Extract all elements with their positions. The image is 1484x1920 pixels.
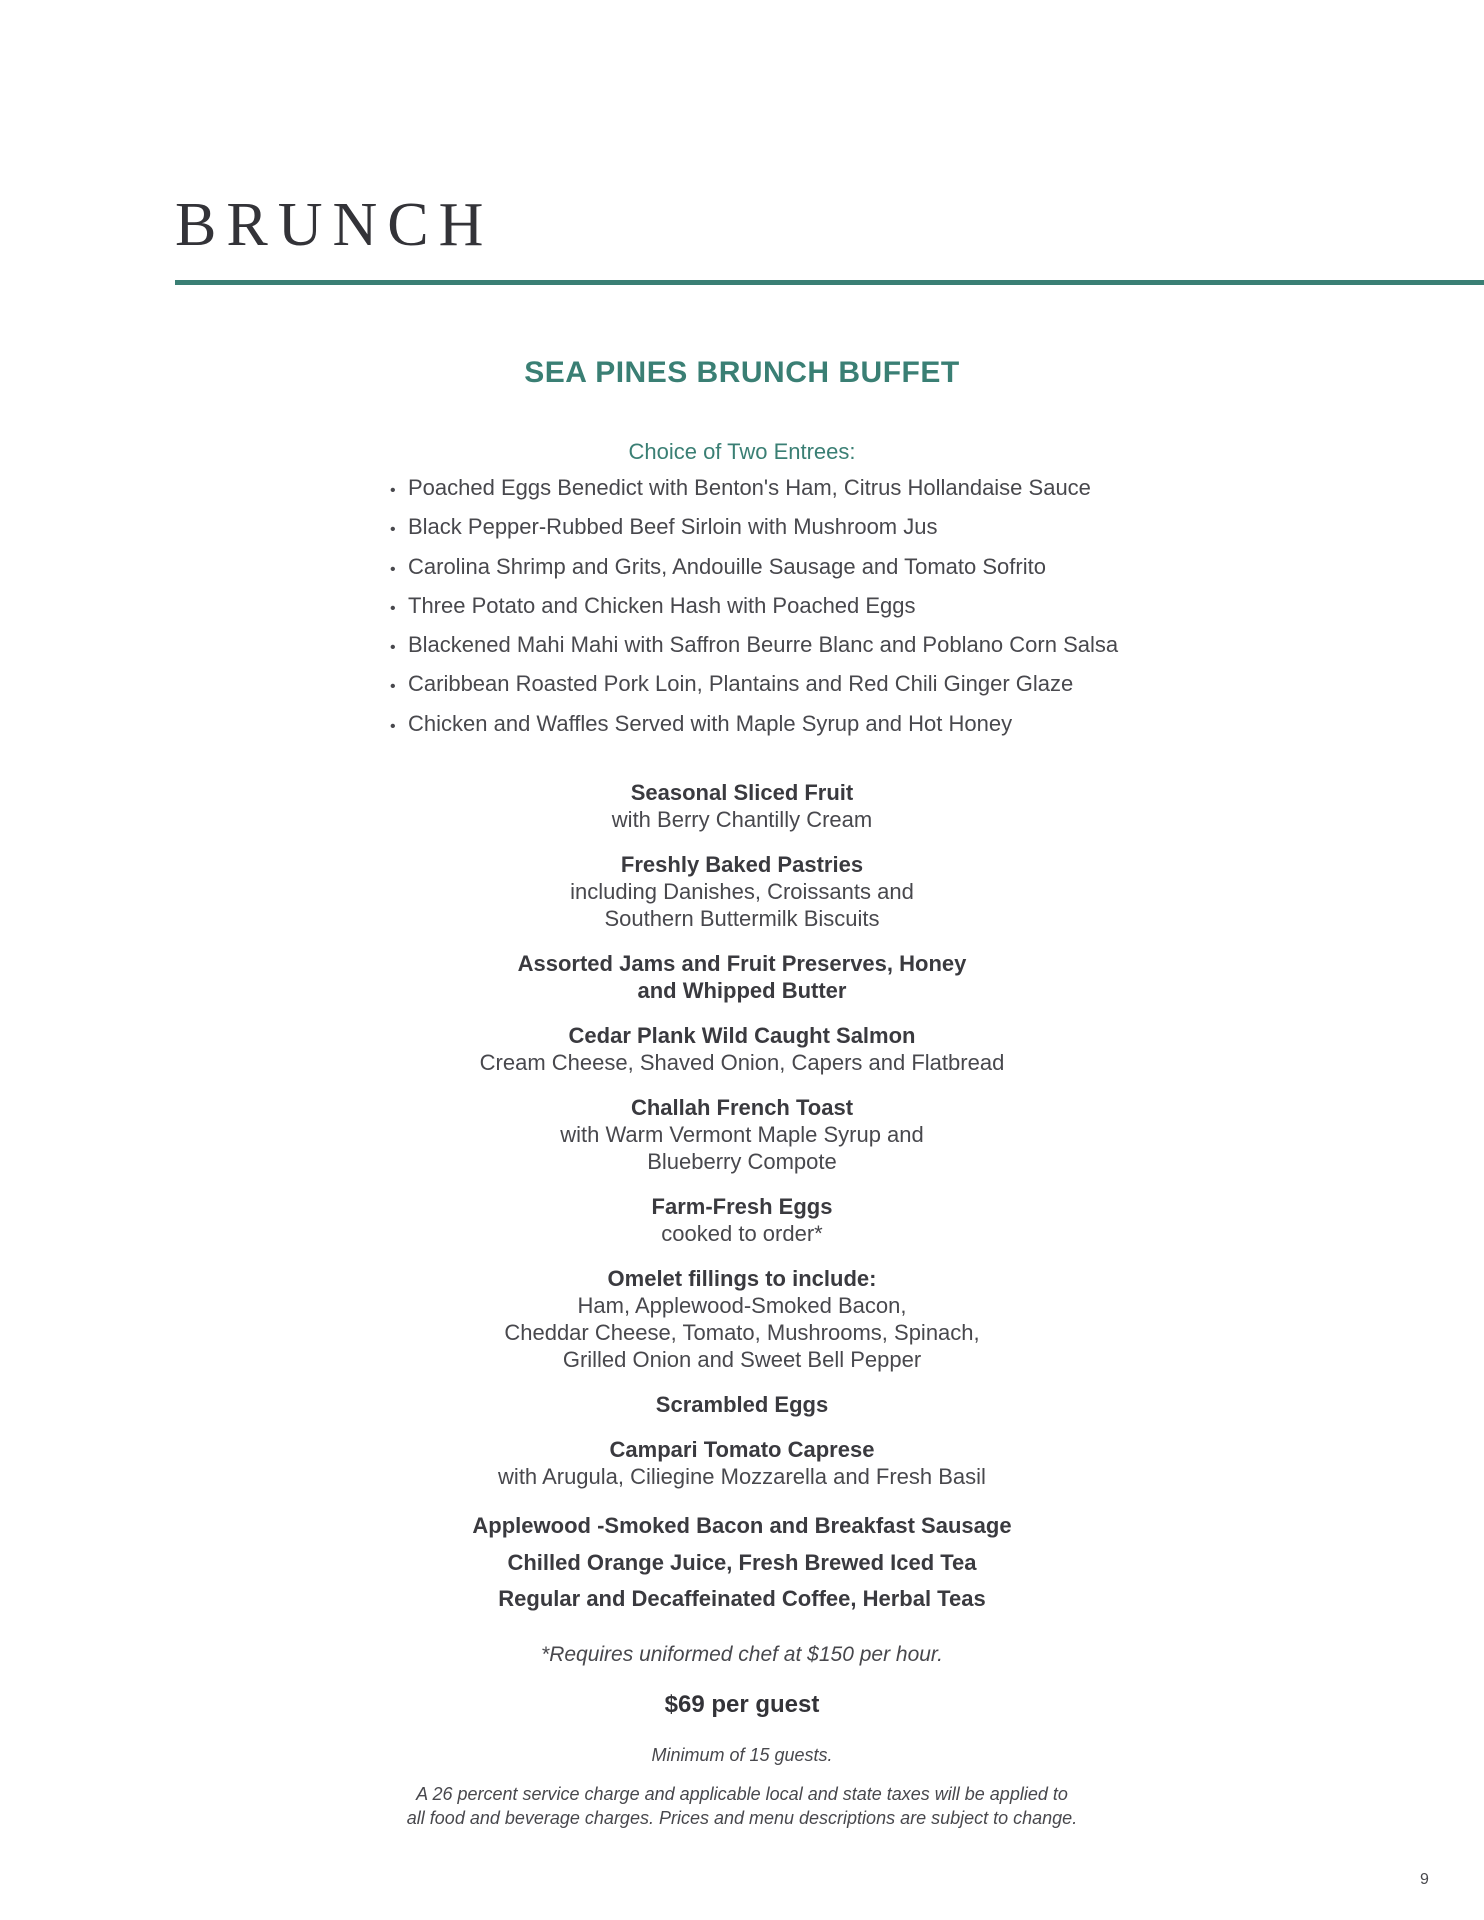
item-name: Omelet fillings to include:	[607, 1266, 877, 1292]
item-description: Southern Buttermilk Biscuits	[604, 906, 880, 932]
item-description: including Danishes, Croissants and	[570, 879, 914, 905]
page-number: 9	[1420, 1871, 1429, 1888]
menu-item-bacon: Applewood -Smoked Bacon and Breakfast Sausage	[472, 1513, 1012, 1539]
menu-item-fruit	[0, 779, 1484, 833]
bullet-icon: •	[390, 521, 396, 539]
item-name: and Whipped Butter	[637, 978, 847, 1004]
list-item: • Blackened Mahi Mahi with Saffron Beurre Blanc and Poblano Corn Salsa	[390, 627, 1290, 666]
disclaimer	[0, 1782, 1484, 1830]
minimum-guests: Minimum of 15 guests.	[651, 1744, 833, 1765]
bullet-icon: •	[390, 599, 396, 617]
menu-item-eggs	[0, 1193, 1484, 1247]
menu-item-french-toast	[0, 1094, 1484, 1175]
list-item: • Three Potato and Chicken Hash with Poached Eggs	[390, 588, 1290, 627]
item-description: with Warm Vermont Maple Syrup and	[560, 1122, 924, 1148]
disclaimer-line: A 26 percent service charge and applicable local and state taxes will be applied to	[416, 1783, 1068, 1804]
beverage-and-sides-group	[0, 1508, 1484, 1618]
item-description: with Berry Chantilly Cream	[611, 807, 873, 833]
menu-item-salmon	[0, 1022, 1484, 1076]
item-description: Cheddar Cheese, Tomato, Mushrooms, Spinach,	[504, 1320, 980, 1346]
item-description: Blueberry Compote	[647, 1149, 837, 1175]
buffet-title: SEA PINES BRUNCH BUFFET	[524, 356, 960, 389]
item-description: Grilled Onion and Sweet Bell Pepper	[562, 1347, 922, 1373]
item-name: Assorted Jams and Fruit Preserves, Honey	[517, 951, 967, 977]
item-name: Farm-Fresh Eggs	[651, 1194, 833, 1220]
bullet-icon: •	[390, 560, 396, 578]
list-item: • Black Pepper-Rubbed Beef Sirloin with Mushroom Jus	[390, 509, 1290, 548]
menu-item-jams	[0, 950, 1484, 1004]
bullet-icon: •	[390, 639, 396, 657]
menu-item-caprese	[0, 1436, 1484, 1490]
item-name: Campari Tomato Caprese	[609, 1437, 875, 1463]
entrees-heading: Choice of Two Entrees:	[628, 439, 856, 464]
item-description: Ham, Applewood-Smoked Bacon,	[577, 1293, 907, 1319]
menu-item-juice: Chilled Orange Juice, Fresh Brewed Iced Tea	[507, 1549, 977, 1575]
item-description: with Arugula, Ciliegine Mozzarella and Fresh Basil	[498, 1464, 986, 1490]
item-description: cooked to order*	[661, 1221, 823, 1247]
item-name: Seasonal Sliced Fruit	[630, 780, 854, 806]
item-name: Cedar Plank Wild Caught Salmon	[568, 1023, 916, 1049]
chef-note: *Requires uniformed chef at $150 per hour.	[541, 1642, 943, 1666]
title-divider	[175, 280, 1484, 285]
list-item: • Carolina Shrimp and Grits, Andouille Sausage and Tomato Sofrito	[390, 549, 1290, 588]
disclaimer-line: all food and beverage charges. Prices and menu descriptions are subject to change.	[406, 1807, 1078, 1828]
bullet-icon: •	[390, 717, 396, 735]
list-item: • Caribbean Roasted Pork Loin, Plantains and Red Chili Ginger Glaze	[390, 666, 1290, 705]
item-name: Freshly Baked Pastries	[620, 852, 864, 878]
item-name: Scrambled Eggs	[655, 1392, 829, 1418]
menu-item-pastries	[0, 851, 1484, 932]
entree-list	[390, 470, 1290, 745]
bullet-icon: •	[390, 678, 396, 696]
brunch-menu	[0, 355, 1484, 1830]
list-item: • Poached Eggs Benedict with Benton's Ham, Citrus Hollandaise Sauce	[390, 470, 1290, 509]
menu-item-coffee: Regular and Decaffeinated Coffee, Herbal Teas	[498, 1586, 986, 1612]
buffet-items	[0, 779, 1484, 1618]
page-title: BRUNCH	[175, 191, 494, 259]
item-description: Cream Cheese, Shaved Onion, Capers and Flatbread	[479, 1050, 1005, 1076]
menu-item-omelet	[0, 1265, 1484, 1373]
menu-item-scrambled	[0, 1391, 1484, 1418]
price: $69 per guest	[664, 1690, 820, 1718]
item-name: Challah French Toast	[630, 1095, 854, 1121]
bullet-icon: •	[390, 482, 396, 499]
list-item: • Chicken and Waffles Served with Maple Syrup and Hot Honey	[390, 706, 1290, 745]
